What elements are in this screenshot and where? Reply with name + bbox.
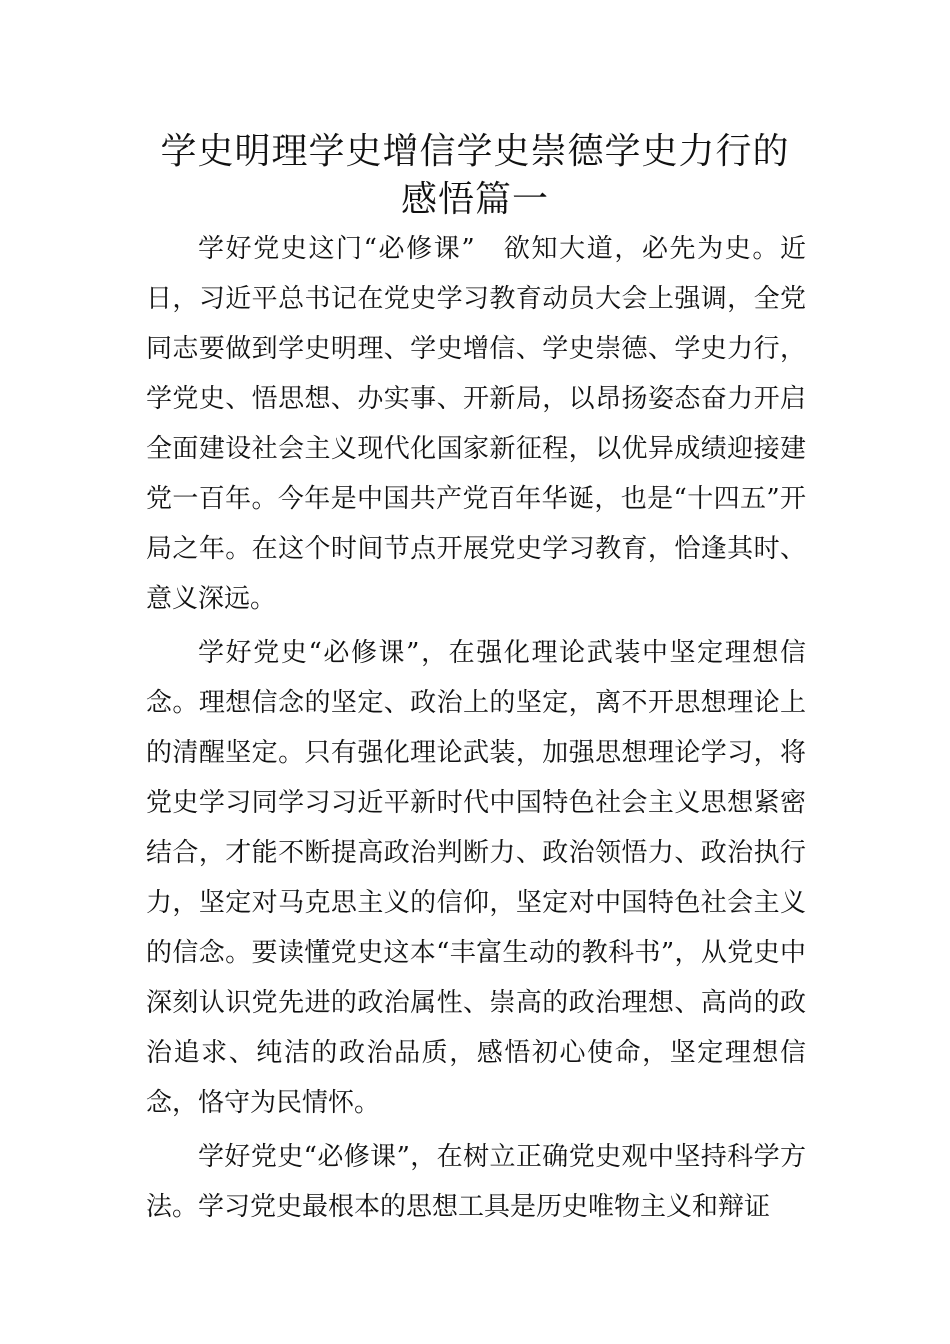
paragraph-2: 学好党史“必修课”，在强化理论武装中坚定理想信念。理想信念的坚定、政治上的坚定，离不开思想理论上的清醒坚定。只有强化理论武装，加强思想理论学习，将党史学习同学习习近平新时代中国特色社会主义思想紧密结合，才能不断提高政治判断力、政治领悟力、政治执行力，坚定对马克思主义的信仰，坚定对中国特色社会主义的信念。要读懂党史这本“丰富生动的教科书”，从党史中深刻认识党先进的政治属性、崇高的政治理想、高尚的政治追求、纯洁的政治品质，感悟初心使命，坚定理想信念，恪守为民情怀。 bbox=[146, 638, 806, 1118]
document-body bbox=[146, 224, 806, 1236]
document-title: 学史明理学史增信学史崇德学史力行的感悟篇一 bbox=[160, 131, 790, 220]
paragraph-1: 学好党史这门“必修课” 欲知大道，必先为史。近日，习近平总书记在党史学习教育动员大会上强调，全党同志要做到学史明理、学史增信、学史崇德、学史力行，学党史、悟思想、办实事、开新局，以昂扬姿态奋力开启全面建设社会主义现代化国家新征程，以优异成绩迎接建党一百年。今年是中国共产党百年华诞，也是“十四五”开局之年。在这个时间节点开展党史学习教育，恰逢其时、意义深远。 bbox=[146, 234, 806, 614]
paragraph-3: 学好党史“必修课”，在树立正确党史观中坚持科学方法。学习党史最根本的思想工具是历史唯物主义和辩证 bbox=[146, 1142, 806, 1222]
